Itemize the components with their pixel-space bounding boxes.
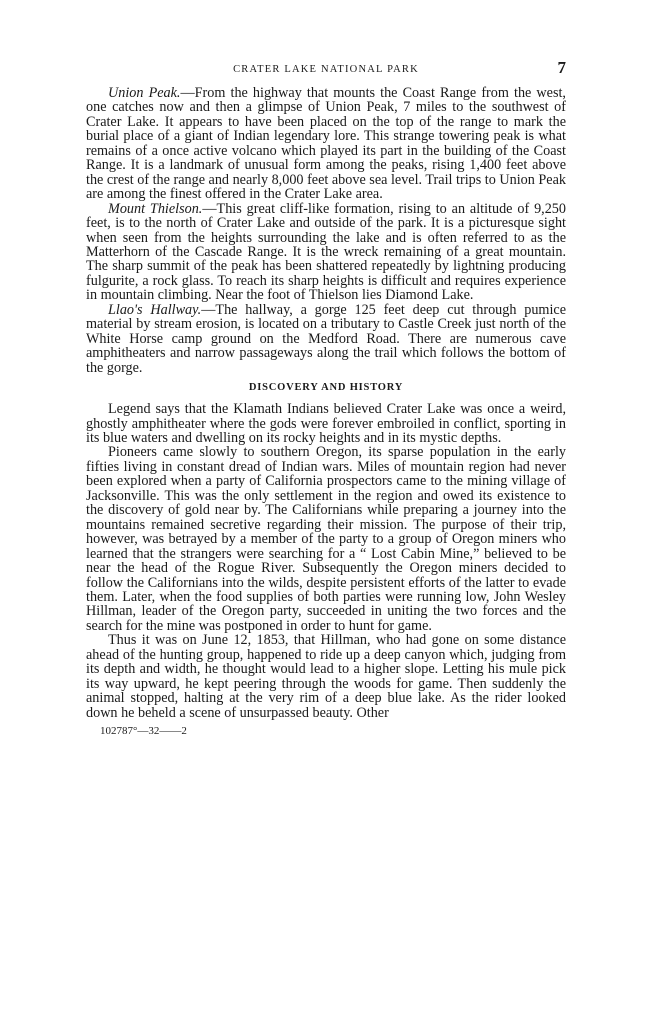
mount-thielson-text: —This great cliff-like formation, rising to an altitude of 9,250 feet, is to the north of Crater Lake and outside of the park. It is a picturesque sight when seen from the heights surrounding the lake and is often referred to as the Matterhorn of the Cascade Range. It is the wreck remaining of a great mountain. The sharp summit of the peak has been shattered repeatedly by lightning producing fulgurite, a rock glass. To reach its sharp heights is difficult and requires experience in mountain climbing. Near the foot of Thielson lies Diamond Lake. [86,200,566,304]
paragraph-pioneers: Pioneers came slowly to southern Oregon, its sparse population in the early fifties living in constant dread of Indian wars. Miles of mountain region had never been explored when a party of California prospectors came to the mining village of Jacksonville. This was the only settlement in the region and owed its existence to the discovery of gold near by. The Californians while preparing a journey into the mountains remained secretive regarding their mission. The purpose of their trip, however, was betrayed by a member of the party to a group of Oregon miners who learned that the strangers were searching for a “ Lost Cabin Mine,” believed to be near the head of the Rogue River. Subsequently the Oregon miners decided to follow the Californians into the wilds, despite persistent efforts of the latter to evade them. Later, when the food supplies of both parties were running low, John Wesley Hillman, leader of the Oregon party, succeeded in uniting the two forces and the search for the mine was postponed in order to hunt for game. [86,444,566,634]
section-heading-discovery: DISCOVERY AND HISTORY [248,382,404,394]
paragraph-mount-thielson [86,202,566,303]
mount-thielson-lead: Mount Thielson. [108,200,203,217]
running-header [86,56,566,86]
llaos-hallway-text: —The hallway, a gorge 125 feet deep cut through pumice material by stream erosion, is located on a tributary to Castle Creek just north of the White Horse camp ground on the Medford Road. There are numerous cave amphitheaters and narrow passageways along the trail which follows the bottom of the gorge. [86,301,566,376]
paragraph-hillman: Thus it was on June 12, 1853, that Hillman, who had gone on some distance ahead of the hunting group, happened to ride up a deep canyon which, judging from its depth and width, he thought would lead to a higher slope. Letting his mule pick its way upward, he kept peering through the woods for game. Then suddenly the animal stopped, halting at the very rim of a deep blue lake. As the rider looked down he beheld a scene of unsurpassed beauty. Other [86,632,566,721]
paragraph-union-peak [86,86,566,202]
footer-print-code: 102787°—32——2 [100,725,187,738]
running-title: CRATER LAKE NATIONAL PARK [233,64,419,75]
llaos-hallway-lead: Llao's Hallway. [108,301,202,318]
union-peak-text: —From the highway that mounts the Coast Range from the west, one catches now and then a glimpse of Union Peak, 7 miles to the southwest of Crater Lake. It appears to have been placed on the top of the range to mark the burial place of a giant of Indian legendary lore. This strange towering peak is what remains of a once active volcano which played its part in the building of the Coast Range. It is a landmark of unusual form among the peaks, rising 1,400 feet above the crest of the range and nearly 8,000 feet above sea level. Trail trips to Union Peak are among the finest offered in the Crater Lake area. [86,85,566,203]
page-number: 7 [557,58,566,77]
paragraph-legend: Legend says that the Klamath Indians believed Crater Lake was once a weird, ghostly amphitheater where the gods were forever embroiled in conflict, sporting in its blue waters and dwelling on its rocky heights and in its mystic depths. [86,401,566,446]
document-page [86,56,566,738]
paragraph-llaos-hallway [86,303,566,375]
union-peak-lead: Union Peak. [108,85,181,101]
